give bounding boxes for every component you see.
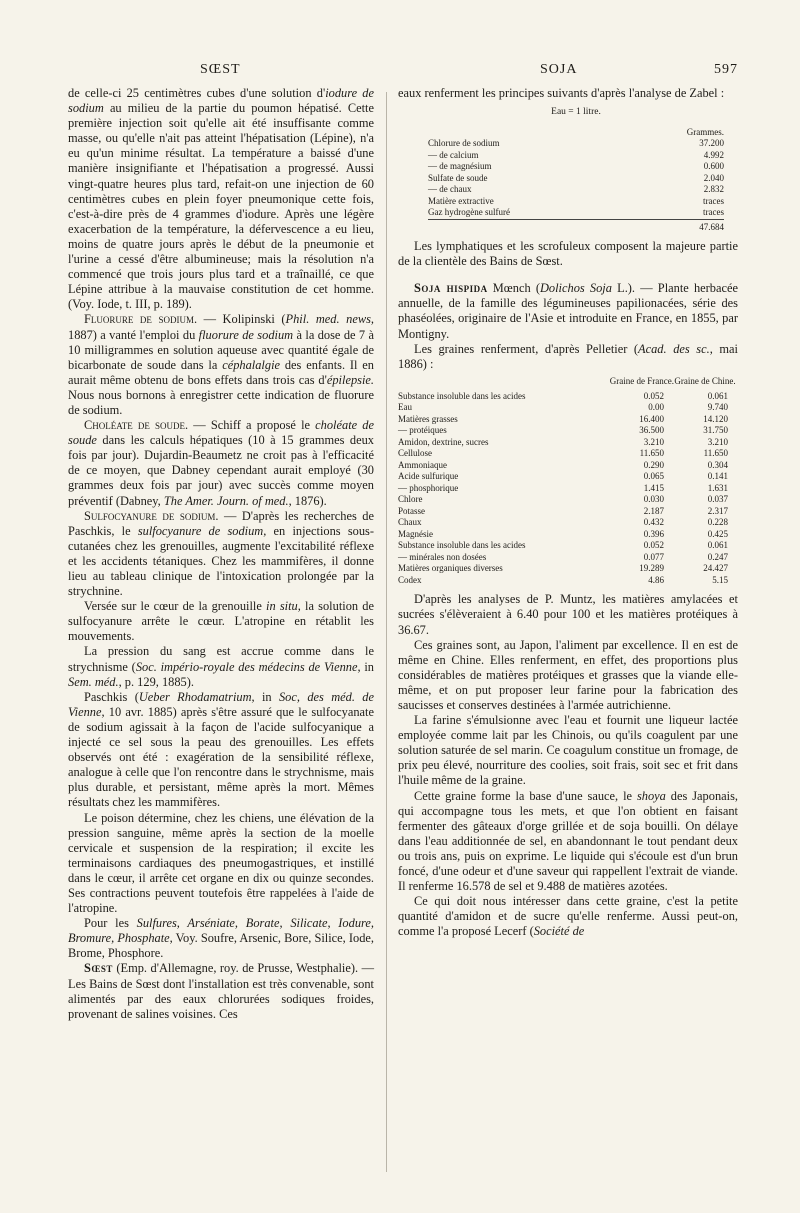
table-row (428, 207, 724, 219)
column-header-france: Graine de France. (609, 375, 674, 386)
value-chine: 1.631 (707, 482, 728, 493)
value-chine: 0.304 (707, 459, 728, 470)
row-label: Amidon, dextrine, sucres (398, 436, 489, 447)
value-chine: 0.037 (707, 494, 728, 505)
value-france: 4.86 (648, 574, 664, 585)
table-row (398, 494, 736, 506)
table-row (398, 575, 736, 587)
row-value: 4.992 (703, 149, 724, 160)
value-france: 11.650 (639, 448, 664, 459)
table-row (398, 483, 736, 495)
paragraph: La farine s'émulsionne avec l'eau et fournit une liqueur lactée employée comme lait par les Chinois, ou qu'ils coagulent par une solution saturée de sel marin. Ce coagulum constitue un fromage, de prix peu élevé, nourriture des coolies, soit frais, soit sec et frit dans l'huile même de la graine. (398, 713, 738, 788)
section-title: Choléate de soude. (84, 418, 189, 433)
value-chine: 0.061 (707, 540, 728, 551)
row-label: — de chaux (428, 184, 472, 195)
value-chine: 3.210 (707, 436, 728, 447)
row-label: — minérales non dosées (398, 551, 487, 562)
row-label: Chlore (398, 494, 423, 505)
row-label: Eau (398, 402, 412, 413)
row-label: Cellulose (398, 448, 432, 459)
value-france: 0.077 (643, 551, 664, 562)
table-row (398, 517, 736, 529)
column-header-chine: Graine de Chine. (674, 375, 736, 386)
paragraph: Soja hispida Mœnch (Dolichos Soja L.). — Plante herbacée annuelle, de la famille des légumineuses papilionacées, série des phaséolées, originaire de l'Asie et introduite en France, en 1855, par Montigny. (398, 281, 738, 341)
value-france: 0.052 (643, 540, 664, 551)
value-france: 1.415 (643, 482, 664, 493)
table-row (398, 563, 736, 575)
table-row (398, 425, 736, 437)
value-france: 3.210 (643, 436, 664, 447)
table-row (428, 196, 724, 208)
paragraph: Fluorure de sodium. — Kolipinski (Phil. med. news, 1887) a vanté l'emploi du fluorure de sodium à la dose de 7 à 10 milligrammes en solution aqueuse avec quantité égale de bicarbonate de soude dans la céphalalgie des enfants. Il en aurait même obtenu de bons effets dans trois cas d'épilepsie. Nous nous bornons à enregistrer cette indication de fluorure de sodium. (68, 312, 374, 417)
value-france: 0.052 (643, 390, 664, 401)
row-value: 2.040 (703, 172, 724, 183)
row-label: Gaz hydrogène sulfuré (428, 207, 510, 218)
paragraph: Pour les Sulfures, Arséniate, Borate, Silicate, Iodure, Bromure, Phosphate, Voy. Soufre, Arsenic, Bore, Silice, Iode, Brome, Phosphore. (68, 916, 374, 961)
value-france: 19.289 (639, 563, 664, 574)
value-france: 0.396 (643, 528, 664, 539)
row-label: Magnésie (398, 528, 433, 539)
table-total: 47.684 (632, 219, 725, 233)
table-row (398, 437, 736, 449)
row-value: traces (703, 195, 724, 206)
paragraph: Le poison détermine, chez les chiens, une élévation de la pression sanguine, même après la section de la moelle cervicale et suspension de la respiration; il excite les terminaisons cardiaques des pneumogastriques, et instillé dans le cœur, il arrête cet organe en dix ou quinze secondes. Ses contractions peuvent toutefois être rappelées à l'aide de l'atropine. (68, 810, 374, 916)
soy-composition-table (398, 376, 736, 587)
paragraph: Les lymphatiques et les scrofuleux composent la majeure partie de la clientèle des Bains de Sœst. (398, 239, 738, 269)
row-label: Matières grasses (398, 413, 458, 424)
row-value: 0.600 (703, 161, 724, 172)
table-row (398, 448, 736, 460)
value-chine: 14.120 (703, 413, 728, 424)
table-row (398, 460, 736, 472)
row-label: Acide sulfurique (398, 471, 459, 482)
table-row (398, 529, 736, 541)
table-row (428, 173, 724, 185)
table-row (398, 414, 736, 426)
row-label: — de calcium (428, 149, 479, 160)
value-chine: 9.740 (707, 402, 728, 413)
value-chine: 5.15 (712, 574, 728, 585)
value-chine: 0.228 (707, 517, 728, 528)
table-row (428, 184, 724, 196)
unit-header: Grammes. (686, 126, 724, 137)
row-label: — de magnésium (428, 161, 492, 172)
section-title: Sulfocyanure de sodium. (84, 508, 219, 523)
water-analysis-table (428, 107, 724, 233)
value-france: 0.290 (643, 459, 664, 470)
value-chine: 0.061 (707, 390, 728, 401)
right-column (398, 86, 738, 940)
running-head-center: SOJA (540, 62, 578, 77)
paragraph: Ces graines sont, au Japon, l'aliment par excellence. Il en est de même en Chine. Elles renferment, en effet, des proportions plus considérables de matières protéiques et grasses que la viande elle-même, et on put proposer leur farine pour la fabrication des saucisses et conserves destinées à l'armée autrichienne. (398, 637, 738, 712)
value-france: 0.065 (643, 471, 664, 482)
table-row (398, 552, 736, 564)
row-label: Matières organiques diverses (398, 563, 503, 574)
entry-title: Sœst (84, 961, 113, 976)
paragraph: Paschkis (Ueber Rhodamatrium, in Soc, des méd. de Vienne, 10 avr. 1885) après s'être assuré que le sulfocyanate de sodium agissait à la façon de l'acide sulfocyanique a injecté ce sel sous la peau des grenouilles. Les effets observés ont été : exagération de la sensibilité réflexe, analogue à celle que l'on rencontre dans le strychnisme, mais plus durable, et persistant, même après la mort. Mêmes résultats chez les mammifères. (68, 689, 374, 810)
value-chine: 2.317 (707, 505, 728, 516)
section-title: Fluorure de sodium. (84, 312, 198, 327)
paragraph: Ce qui doit nous intéresser dans cette graine, c'est la petite quantité d'amidon et de sucre qu'elle renferme. Aussi peut-on, comme l'a proposé Lecerf (Société de (398, 894, 738, 939)
paragraph: D'après les analyses de P. Muntz, les matières amylacées et sucrées s'élèveraient à 6.40 pour 100 et les matières protéiques à 36.67. (398, 592, 738, 637)
paragraph: Les graines renferment, d'après Pelletier (Acad. des sc., mai 1886) : (398, 341, 738, 371)
paragraph: Versée sur le cœur de la grenouille in situ, la solution de sulfocyanure arrête le cœur. L'atropine en rétablit les mouvements. (68, 599, 374, 644)
table-row (428, 138, 724, 150)
value-france: 0.030 (643, 494, 664, 505)
running-head-left: SŒST (200, 62, 241, 77)
row-label: Codex (398, 574, 422, 585)
table-row (398, 402, 736, 414)
value-france: 0.432 (643, 517, 664, 528)
value-chine: 0.425 (707, 528, 728, 539)
value-chine: 24.427 (703, 563, 728, 574)
paragraph: eaux renferment les principes suivants d'après l'analyse de Zabel : (398, 86, 725, 100)
row-label: Ammoniaque (398, 459, 447, 470)
row-label: Sulfate de soude (428, 172, 488, 183)
value-france: 16.400 (639, 413, 664, 424)
left-column (68, 86, 374, 1022)
paragraph: de celle-ci 25 centimètres cubes d'une solution d'iodure de sodium au milieu de la partie du poumon hépatisé. Cette première injection soit qu'elle ait été insuffisante comme masse, ou qu'elle n'ait pas atteint l'hépatisation (Lépine), n'a eu qu'un minime résultat. La température a baissé d'une manière insignifiante et l'hépatisation a progressé. Aussi vingt-quatre heures plus tard, refait-on une injection de 60 centimètres cubes en plein foyer pneumonique cette fois, c'est-à-dire près de 4 grammes d'iodure. Après une légère exacerbation de la température, la défervescence a eu lieu, moins de quatre jours après le début de la pneumonie et l'urine a cessé d'être albumineuse; mais la résolution n'a commencé que trois jours plus tard et a traînaillé, ce que Lépine attribue à la mauvaise constitution de cet homme. (Voy. Iode, t. III, p. 189). (68, 86, 375, 312)
value-france: 0.00 (648, 402, 664, 413)
table-caption: Eau = 1 litre. (551, 107, 601, 118)
value-chine: 0.247 (707, 551, 728, 562)
row-label: Chlorure de sodium (428, 138, 500, 149)
value-chine: 0.141 (707, 471, 728, 482)
value-france: 2.187 (643, 505, 664, 516)
row-label: — protéiques (398, 425, 447, 436)
row-value: 37.200 (699, 138, 724, 149)
table-row (398, 391, 736, 403)
row-label: Potasse (398, 505, 425, 516)
row-value: 2.832 (703, 184, 724, 195)
paragraph: Sœst (Emp. d'Allemagne, roy. de Prusse, Westphalie). — Les Bains de Sœst dont l'installation est très convenable, sont alimentés par des eaux chlorurées sodiques froides, provenant de salines voisines. Ces (68, 961, 374, 1021)
value-chine: 11.650 (703, 448, 728, 459)
paragraph: La pression du sang est accrue comme dans le strychnisme (Soc. império-royale des médecins de Vienne, in Sem. méd., p. 129, 1885). (68, 644, 374, 689)
table-row (428, 161, 724, 173)
entry-title: Soja hispida (414, 281, 488, 296)
paragraph: Choléate de soude. — Schiff a proposé le choléate de soude dans les calculs hépatiques (10 à 15 grammes deux fois par jour). Dujardin-Beaumetz ne croit pas à l'efficacité de ce moyen, que Dabney cependant aurait employé (30 grammes deux fois par jour) avec succès comme moyen préventif (Dabney, The Amer. Journ. of med., 1876). (68, 418, 374, 508)
row-label: Substance insoluble dans les acides (398, 540, 526, 551)
paragraph: Sulfocyanure de sodium. — D'après les recherches de Paschkis, le sulfocyanure de sodium, en injections sous-cutanées chez les grenouilles, augmente l'excitabilité réflexe et les accidents tétaniques. Chez les mammifères, il donne lieu au tableau clinique de l'intoxication prolongée par la strychnine. (68, 508, 375, 599)
row-label: Substance insoluble dans les acides (398, 390, 526, 401)
value-chine: 31.750 (703, 425, 728, 436)
row-label: — phosphorique (398, 482, 459, 493)
table-row (428, 150, 724, 162)
table-row (398, 506, 736, 518)
table-row (398, 540, 736, 552)
paragraph: Cette graine forme la base d'une sauce, le shoya des Japonais, qui accompagne tous les mets, et que l'on obtient en faisant fermenter des gâteaux d'orge grillée et de soja bouilli. On délaye dans l'eau additionnée de sel, en abandonnant le tout pendant deux ou trois ans, puis on exprime. Le liquide qui s'écoule est d'un brun foncé, d'une odeur et d'une saveur qui rappellent l'extrait de viande. Il renferme 16.578 de sel et 9.488 de matières azotées. (398, 788, 738, 894)
row-label: Matière extractive (428, 195, 494, 206)
column-divider (386, 92, 387, 1172)
value-france: 36.500 (639, 425, 664, 436)
page-header (0, 62, 800, 82)
page-number: 597 (714, 62, 738, 77)
row-value: traces (703, 207, 724, 218)
row-label: Chaux (398, 517, 422, 528)
table-row (398, 471, 736, 483)
